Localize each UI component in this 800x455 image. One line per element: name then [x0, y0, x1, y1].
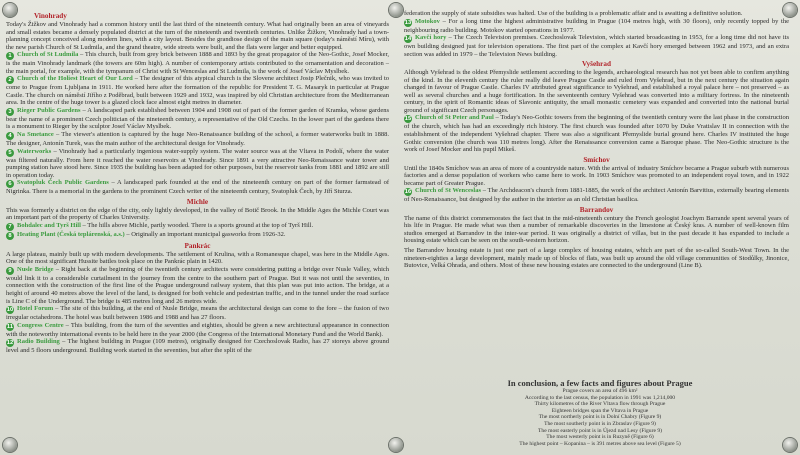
number-badge: 5: [6, 149, 14, 157]
right-column: [404, 10, 789, 270]
item-text: – The Czech Television premises. Czechoslovak Television, which started broadcasting in 1953, for a long time did not have its own building designed just for television operations. The first part of the complex at Kavčí hory emerged between 1962 and 1973, and an extra section was added in 1979 – the Television News building.: [404, 34, 790, 58]
list-item: [6, 51, 389, 75]
list-item: [6, 222, 389, 231]
list-item: [6, 179, 389, 196]
number-badge: 2: [6, 76, 14, 84]
section-title-pankrac: Pankrác: [184, 241, 211, 250]
item-title: Congress Centre: [17, 321, 64, 329]
item-text: – This building, from the turn of the seventies and eighties, should be given a new architectural appearance in connection with the noteworthy international events to be held here in the year 2000 (the Congress of the International Monetary Fund and the World Bank).: [6, 321, 389, 338]
number-badge: 4: [6, 132, 14, 140]
list-item: [6, 148, 389, 180]
section-text: This was formerly a district on the edge of the city, only lightly developed, in the valley of Botič Brook. In the Middle Ages the Michle Court was an important part of the property of Charles University.: [6, 206, 389, 222]
item-text: – For a long time the highest administrative building in Prague (104 metres high, with 30 floors), only recently topped by the neighbouring radio building. Motokov started operations in 1977.: [404, 17, 789, 34]
fact-line: The most westerly point is in Ruzyně (Figure 6): [546, 434, 654, 441]
section-text: Today's Žižkov and Vinohrady had a common history until the last third of the nineteenth century. What had originally been an area of vineyards and small estates became a densely populated district at the turn of the nineteenth and twentieth centuries. Unlike Žižkov, Vinohrady had a town-planning concept conceived along modern lines, with a city layout. Besides the grandiose design of the main square (today's náměstí Míru), with the new parish Church of St Ludmila, and the grand theatre, wide streets were built, and the flats were larger and better equipped.: [6, 21, 389, 51]
item-text: – A landscaped park established between 1904 and 1908 out of part of the former garden of Kramka, whose gardens bear the name of a prominent Czech politician of the nineteenth century, a representative of the Old Czechs. In the lower part of the gardens there is a monument to Rieger by the sculptor Josef Václav Myslbek.: [6, 106, 389, 131]
list-item: [404, 34, 789, 58]
fact-line: The most southerly point is in Zbraslav (Figure 9): [544, 420, 656, 427]
item-text: – Right back at the beginning of the twentieth century architects were considering putting a bridge over Nusle Valley, which would link it to a considerable curtailment in the journey from the centre to the southern part of Prague. But it was not until the seventies, in connection with the construction of the first line of the Prague underground railway system, that this plan was put into action. The bridge, at a height of around 40 metres above the level of the land, is designed for both vehicle and pedestrian traffic, and in the tunnel under the road surface is Line C of the Underground. The bridge is 485 metres long and 26 metres wide.: [6, 265, 390, 305]
fact-line: The highest point – Kopanina – is 391 metres above sea level (Figure 5): [519, 440, 681, 447]
conclusion-box: [495, 378, 705, 447]
item-title: Church of the Holiest Heart of Our Lord: [17, 75, 133, 83]
item-text: – Today's Neo-Gothic towers from the beginning of the twentieth century were the last phase in the construction of the church, which has had an exceedingly rich history. The first church was founded after 1070 by Duke Vratislav II in connection with the establishment of the independent Vyšehrad chapter. There was also a significant Přemyslide burial ground here. Charles IV instituted the huge Gothic conversion (the church was 110 metres long). After the Renaissance conversion came a Baroque phase. The Neo-Gothic structure is the work of Josef Mocker and his pupil Mikeš.: [404, 114, 789, 154]
item-title: Svatopluk Čech Public Gardens: [17, 179, 109, 187]
number-badge: 8: [6, 232, 14, 240]
item-title: Church of St Ludmila: [17, 51, 79, 59]
number-badge: 11: [6, 323, 14, 330]
corner-bolt-icon: [783, 438, 797, 452]
corner-bolt-icon: [389, 3, 403, 17]
section-text: The Barrandov housing estate is just one part of a large complex of housing estates, which are part of the so-called South-West Town. In the nineteen-eighties a large development, mainly made up of blocks of flats, was built up around the old village communities of Stodůlky, Jinonice, Butovice, Velká Ohrada, and others. Most of these new housing estates are connected to the underground (Line B).: [404, 247, 789, 270]
list-item: [6, 322, 389, 339]
fact-line: According to the last census, the population in 1991 was 1,214,000: [524, 394, 676, 401]
corner-bolt-icon: [389, 438, 403, 452]
item-title: Radio Building: [17, 338, 60, 346]
conclusion-title: In conclusion, a few facts and figures about Prague: [507, 378, 693, 388]
corner-bolt-icon: [3, 438, 17, 452]
item-title: Motokov: [415, 17, 440, 25]
item-title: Church of St Peter and Paul: [415, 114, 494, 122]
number-badge: 7: [6, 223, 14, 231]
list-item: [6, 107, 389, 131]
continued-text: federation the supply of state subsidies was halted. Use of the building is a problematic affair and is awaiting a definitive solution.: [404, 10, 743, 17]
section-text: Although Vyšehrad is the oldest Přemyslide settlement according to the legends, archaeological research has not yet been able to confirm anything of the kind. In the eleventh century the ruler really did leave Prague Castle and ruled from Vyšehrad, but in the next century the situation again changed in favour of Prague Castle. Charles IV attributed great significance to Vyšehrad, and established a royal palace here – not preserved – as well as several churches and a huge fortification. In the seventeenth century Vyšehrad was converted into a military fortress. In the nineteenth century, in the spirit of Romantic ideas of Slavonic antiquity, the small monastic cemetery was expanded and converted into the national burial ground of significant Czech personages.: [404, 69, 789, 114]
list-item: [404, 114, 789, 153]
item-text: – The viewer's attention is captured by the huge Neo-Renaissance building of the school, a former waterworks built in 1888. The designer, Antonín Turek, was the main author of the architectural design for Vinohrady.: [6, 131, 389, 148]
item-text: – The highest building in Prague (109 metres), originally designed for Czechoslovak Radio, has 27 storeys above ground level and 5 floors underground. Building work started in the seventies, but after the split of the: [6, 338, 390, 355]
number-badge: 12: [6, 340, 14, 347]
item-title: Waterworks: [17, 147, 52, 155]
item-text: – This church, built from grey brick between 1888 and 1893 by the great propagator of the Neo-Gothic, Josef Mocker, is the main Vinohrady landmark (the towers are 60m high). A number of contemporary artists contributed to the ornamentation and decoration – the main portal, for example, with the tympanum of Christ with St Wenceslas and St Ludmila, is the work of Josef Václav Myslbek.: [6, 51, 389, 75]
item-text: – The Archdeacon's church from 1881-1885, the work of the architect Antonín Barvitius, externally bearing elements of Neo-Renaissance, but designed by the author in the interior as an old Christian basilica.: [404, 187, 790, 204]
item-text: – Vinohrady had a particularly ingenious water-supply system. The water source was at the Vltava in Podolí, where the water was filtered naturally. From here it reached the water reservoirs at Vinohrady. Since 1891 a very attractive Neo-Renaissance water tower and pumping station have stood here. Since 1935 the building has been adapted for other purposes, but the reservoir tanks from 1881 and 1892 are still in operation today.: [6, 147, 390, 179]
item-title: Heating Plant (Česká teplárenská, a.s.): [17, 230, 125, 238]
item-title: Na Smetance: [17, 131, 54, 139]
section-text: The name of this district commemorates the fact that in the mid-nineteenth century the French geologist Joachym Barrande spent several years of his life in Prague. He made what was then a number of remarkable discoveries in the limestone at Český kras. A number of well-known film studios emerged at Barrandov in the inter-war period. It was originally a district of villas, but in the past decade it has expanded to include a housing estate which can be seen on the south-western horizon.: [404, 214, 789, 245]
fact-line: The most easterly point is in Újezd nad Lesy (Figure 9): [538, 427, 662, 434]
number-badge: 16: [404, 189, 412, 196]
number-badge: 10: [6, 307, 14, 314]
list-item: [6, 231, 389, 240]
number-badge: 1: [6, 52, 14, 60]
item-text: – Originally an important municipal gasworks from 1926-32.: [126, 230, 286, 238]
item-title: Hotel Forum: [17, 305, 54, 313]
item-title: Nusle Bridge: [17, 265, 54, 273]
section-text: A large plateau, mainly built up with modern developments. The settlement of Krulina, with a Romanesque chapel, was here in the Middle Ages. One of the most significant Hussite battles took place on the Pankrác plain in 1420.: [6, 250, 389, 266]
list-item: [6, 266, 389, 305]
number-badge: 6: [6, 180, 14, 188]
number-badge: 9: [6, 267, 14, 275]
section-title-michle: Michle: [186, 197, 209, 206]
list-item: [6, 75, 389, 107]
list-item: [6, 305, 389, 322]
item-title: Rieger Public Gardens: [17, 106, 81, 114]
list-item: [6, 131, 389, 148]
list-item: [404, 18, 789, 35]
item-text: – The hills above Michle, partly wooded. There is a sports ground at the top of Tyrš Hill.: [82, 221, 314, 229]
number-badge: 14: [404, 36, 412, 43]
number-badge: 13: [404, 19, 412, 26]
number-badge: 3: [6, 108, 14, 116]
left-column: [6, 10, 389, 355]
section-title-vinohrady: Vinohrady: [34, 12, 67, 20]
section-title-vysehrad: Vyšehrad: [582, 60, 611, 69]
section-title-smichov: Smíchov: [583, 155, 610, 164]
fact-line: Prague covers an area of 496 km²: [562, 388, 638, 394]
item-text: – A landscaped park founded at the end of the nineteenth century on part of the former farmstead of Nigrinka. There is a memorial in the gardens to the prominent Czech writer of the nineteenth century, Svatopluk Čech, by Jiří Sturza.: [6, 179, 390, 196]
fact-line: Eighteen bridges span the Vltava in Prague: [551, 407, 649, 414]
item-text: – The designer of this atypical church is the Slovene architect Josip Plečnik, who was invited to come to Prague from Ljubljana in 1911. He worked here after the formation of the republic for President T. G. Masaryk in particular at Prague Castle. The church on náměstí Jiřího z Poděbrad, built between 1929 and 1932, was inspired by old Christian architecture from the Mediterranean area. In the centre of the huge tower is a glazed clock face almost eight metres in diameter.: [6, 75, 390, 107]
item-title: Kavčí hory: [415, 34, 447, 42]
number-badge: 15: [404, 116, 412, 123]
section-text: Until the 1840s Smíchov was an area of more of a countryside nature. With the arrival of industry Smíchov became a Prague suburb with numerous factories and a dense population of workers who came here to work. In 1903 Smíchov was promoted to an independent royal town, and in 1922 became part of Greater Prague.: [404, 164, 789, 187]
item-title: Bohdalec and Tyrš Hill: [17, 221, 81, 229]
list-item: [404, 187, 789, 204]
item-text: – The site of this building, at the end of Nusle Bridge, means the architectural design can come to the fore – the fusion of two irregular octahedrons. The hotel was built between 1986 and 1988 and has 27 floors.: [6, 305, 389, 322]
section-title-barrandov: Barrandov: [579, 205, 614, 214]
list-item: [6, 338, 389, 355]
item-title: Church of St Wenceslas: [415, 187, 482, 195]
fact-line: The most northerly point is in Dolní Chabry (Figure 9): [538, 414, 662, 421]
fact-line: Thirty kilometres of the River Vltava flow through Prague: [534, 401, 666, 408]
